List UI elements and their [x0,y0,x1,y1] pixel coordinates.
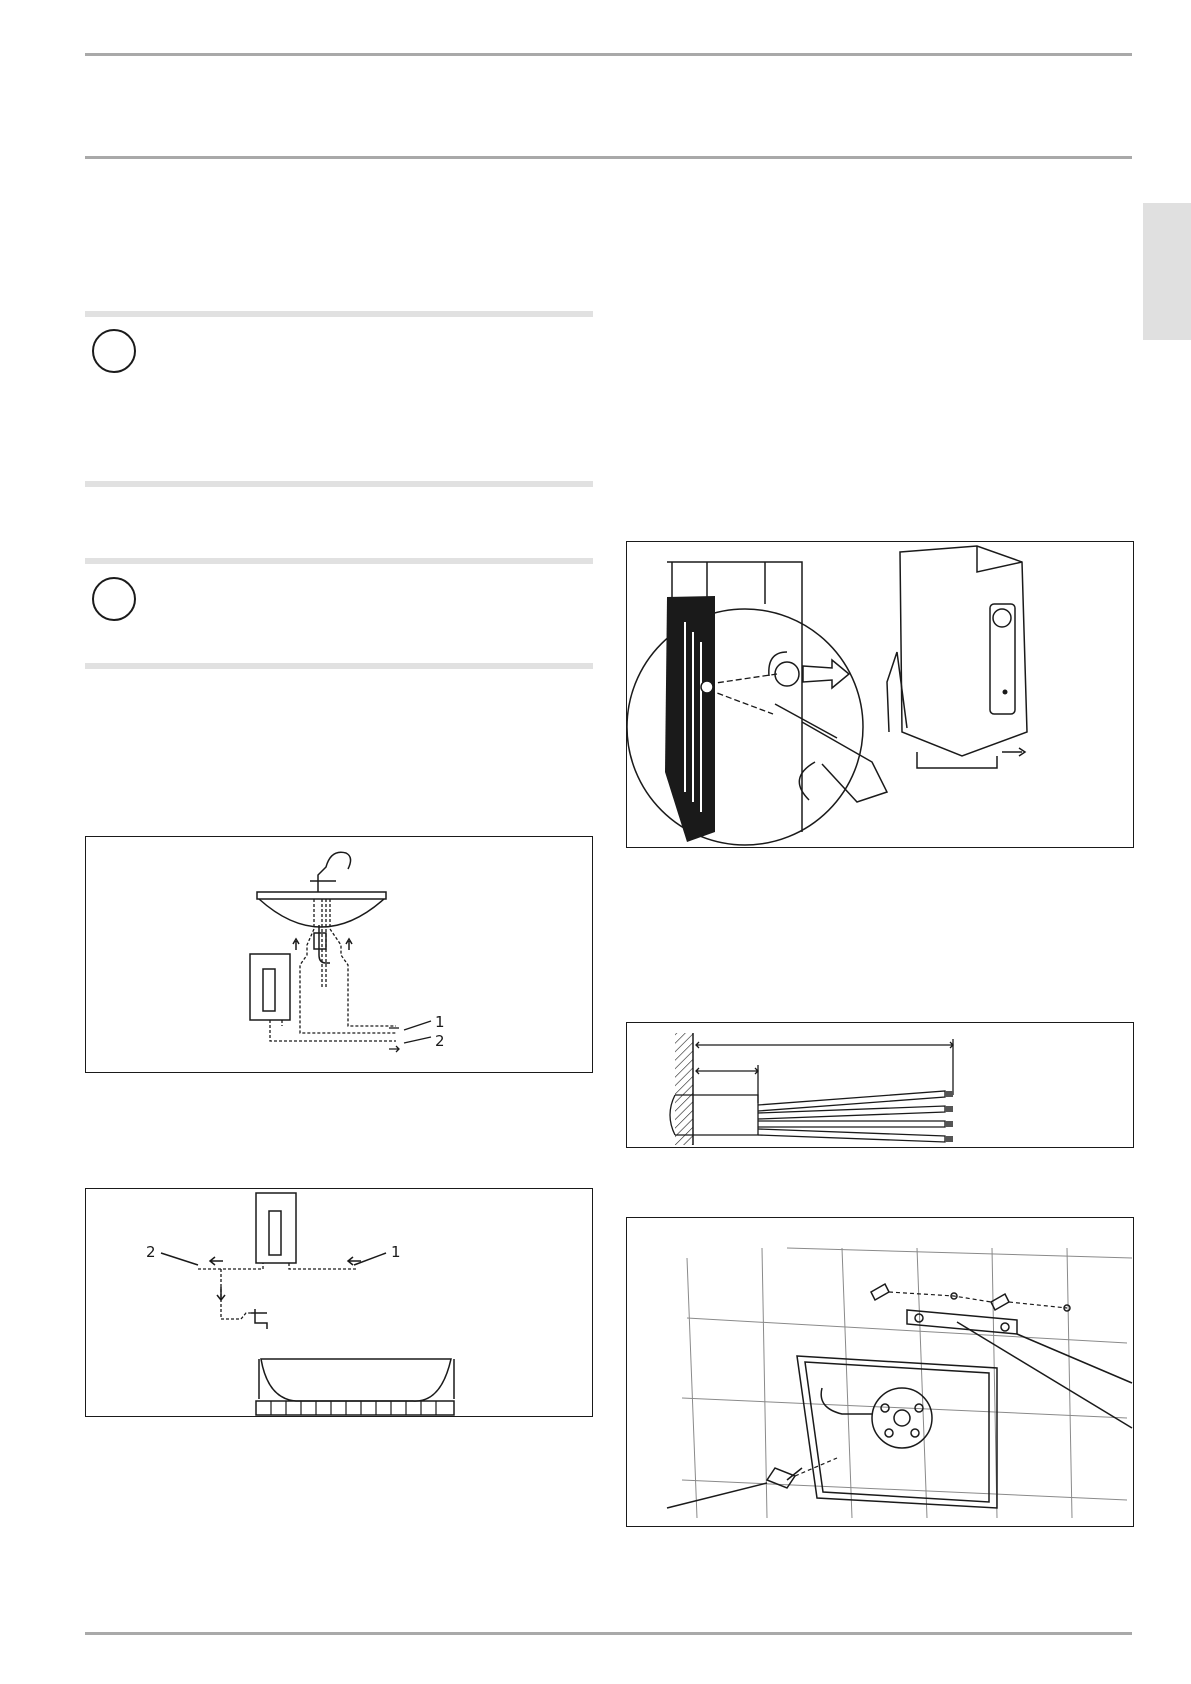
header-bottom-rule [85,156,1132,159]
callout-1: 1 [435,1013,445,1031]
wall-mounting-diagram [627,1218,1135,1528]
notice-top-bar [85,311,593,317]
callout-2: 2 [146,1243,156,1261]
cover-removal-diagram [627,542,1135,849]
callout-2: 2 [435,1032,445,1050]
notice-bottom-bar-2 [85,663,593,669]
cable-stripping-diagram [627,1023,1135,1149]
notice-info-icon-2 [92,577,136,621]
figure-bath-installation [85,1188,593,1417]
figure-wall-mounting [626,1217,1134,1527]
notice-top-bar-2 [85,558,593,564]
figure-cover-removal [626,541,1134,848]
callout-1: 1 [391,1243,401,1261]
notice-info-icon [92,329,136,373]
side-section-tab [1143,203,1191,340]
figure-cable-stripping [626,1022,1134,1148]
notice-bottom-bar [85,481,593,487]
figure-washbasin-installation [85,836,593,1073]
header-top-rule [85,53,1132,56]
washbasin-diagram [86,837,594,1074]
footer-rule [85,1632,1132,1635]
bath-diagram [86,1189,594,1418]
